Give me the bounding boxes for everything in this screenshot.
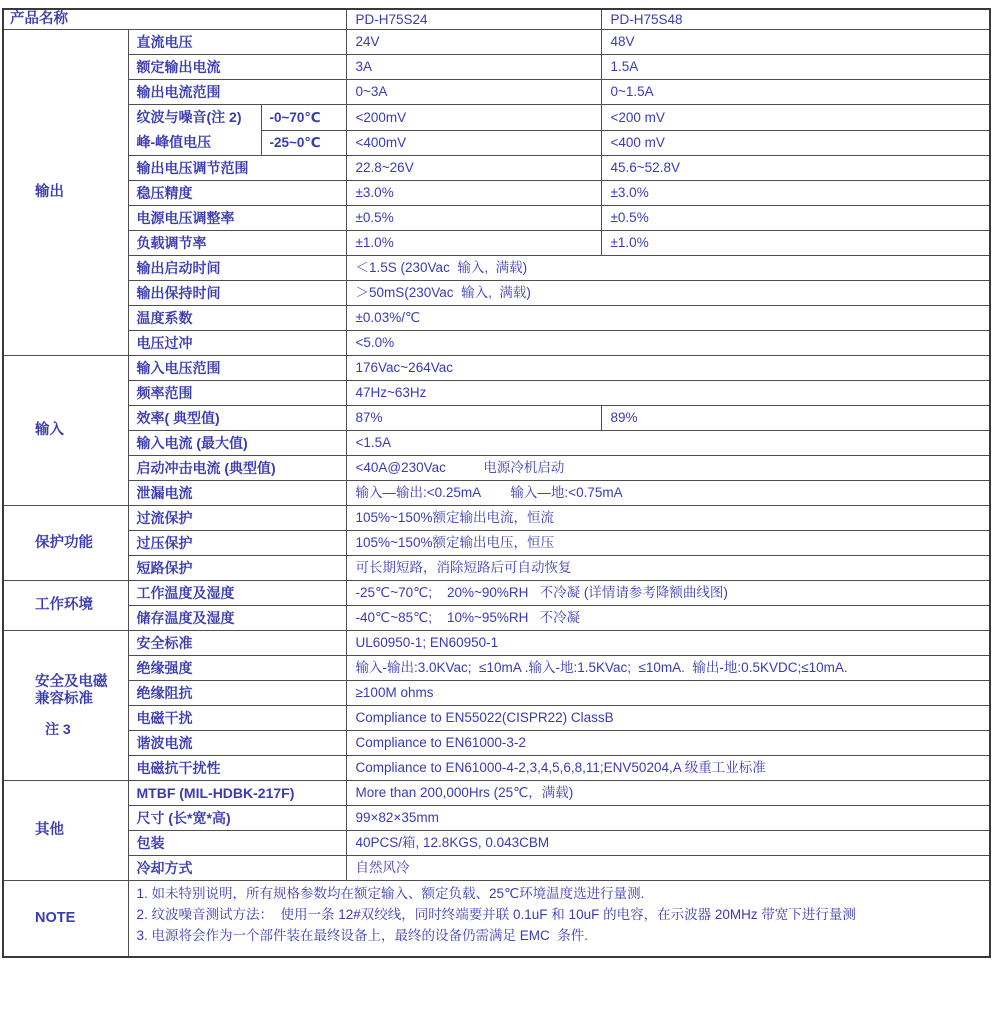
table-row	[3, 556, 990, 581]
table-row	[3, 406, 990, 431]
param-cell: 储存温度及湿度	[128, 606, 346, 631]
condition-cell: -25~0℃	[261, 130, 346, 156]
product-model-2: PD-H75S48	[601, 9, 990, 30]
table-row	[3, 731, 990, 756]
value-cell: 89%	[601, 406, 990, 431]
section-label-safety-emc	[3, 631, 128, 781]
table-row	[3, 256, 990, 281]
param-cell: 输入电压范围	[128, 356, 346, 381]
table-row	[3, 806, 990, 831]
param-cell: 过流保护	[128, 506, 346, 531]
value-cell: 105%~150%额定输出电压，恒压	[346, 531, 990, 556]
note-label: NOTE	[3, 881, 128, 957]
param-cell: 负载调节率	[128, 231, 346, 256]
param-line: 峰-峰值电压	[136, 134, 212, 151]
value-cell: ±0.5%	[346, 206, 601, 231]
value-cell: Compliance to EN55022(CISPR22) ClassB	[346, 706, 990, 731]
section-label-input	[3, 356, 128, 506]
section-label-text: 保护功能	[35, 534, 93, 551]
table-row	[3, 306, 990, 331]
param-cell: 直流电压	[128, 30, 346, 55]
section-label-text: 安全及电磁兼容标准	[35, 674, 108, 708]
param-cell: 工作温度及湿度	[128, 581, 346, 606]
param-cell: 电磁干扰	[128, 706, 346, 731]
value-cell: <1.5A	[346, 431, 990, 456]
product-header-row	[3, 9, 990, 30]
table-row	[3, 656, 990, 681]
param-cell: 输出电压调节范围	[128, 156, 346, 181]
param-cell: 稳压精度	[128, 181, 346, 206]
value-cell: 3A	[346, 55, 601, 80]
param-cell: 谐波电流	[128, 731, 346, 756]
table-row	[3, 506, 990, 531]
section-label-text: 其他	[35, 822, 64, 839]
section-label-environment	[3, 581, 128, 631]
value-cell: 输入-输出:3.0KVac; ≤10mA .输入-地:1.5KVac; ≤10mA. 输出-地:0.5KVDC;≤10mA.	[346, 656, 990, 681]
param-cell: 电磁抗干扰性	[128, 756, 346, 781]
table-row	[3, 231, 990, 256]
table-row	[3, 381, 990, 406]
value-cell: -25℃~70℃; 20%~90%RH 不冷凝 (详情请参考降额曲线图)	[346, 581, 990, 606]
param-cell: 包装	[128, 831, 346, 856]
table-row	[3, 80, 990, 105]
value-cell: 可长期短路，消除短路后可自动恢复	[346, 556, 990, 581]
section-sublabel: 注 3	[45, 720, 71, 737]
value-cell: <40A@230Vac 电源冷机启动	[346, 456, 990, 481]
param-cell: 输出启动时间	[128, 256, 346, 281]
section-label-output	[3, 30, 128, 356]
table-row	[3, 681, 990, 706]
table-row	[3, 631, 990, 656]
param-cell: 冷却方式	[128, 856, 346, 881]
table-row	[3, 481, 990, 506]
table-row	[3, 55, 990, 80]
table-row	[3, 706, 990, 731]
value-cell: 176Vac~264Vac	[346, 356, 990, 381]
value-cell: 1.5A	[601, 55, 990, 80]
value-cell: ＞50mS(230Vac 输入, 满载)	[346, 281, 990, 306]
value-cell: -40℃~85℃; 10%~95%RH 不冷凝	[346, 606, 990, 631]
section-label-protection	[3, 506, 128, 581]
value-cell: <200 mV	[601, 105, 990, 131]
value-cell: <200mV	[346, 105, 601, 131]
value-cell: ±1.0%	[346, 231, 601, 256]
value-cell: ≥100M ohms	[346, 681, 990, 706]
param-cell: 输出保持时间	[128, 281, 346, 306]
value-cell: <400 mV	[601, 130, 990, 156]
condition-cell: -0~70℃	[261, 105, 346, 131]
param-cell: 启动冲击电流 (典型值)	[128, 456, 346, 481]
value-cell: <5.0%	[346, 331, 990, 356]
section-label-text: 输出	[35, 184, 64, 201]
table-row	[3, 431, 990, 456]
value-cell: <400mV	[346, 130, 601, 156]
table-row	[3, 831, 990, 856]
param-cell: 效率( 典型值)	[128, 406, 346, 431]
note-row	[3, 881, 990, 957]
value-cell: ±0.5%	[601, 206, 990, 231]
param-cell: 频率范围	[128, 381, 346, 406]
value-cell: 40PCS/箱, 12.8KGS, 0.043CBM	[346, 831, 990, 856]
table-row	[3, 30, 990, 55]
value-cell: 0~3A	[346, 80, 601, 105]
value-cell: 输入—输出:<0.25mA 输入—地:<0.75mA	[346, 481, 990, 506]
value-cell: 48V	[601, 30, 990, 55]
param-cell: 尺寸 (长*宽*高)	[128, 806, 346, 831]
param-cell: 输入电流 (最大值)	[128, 431, 346, 456]
param-cell: 绝缘阻抗	[128, 681, 346, 706]
value-cell: ±3.0%	[601, 181, 990, 206]
param-cell: MTBF (MIL-HDBK-217F)	[128, 781, 346, 806]
value-cell: 87%	[346, 406, 601, 431]
product-name-label: 产品名称	[3, 9, 346, 30]
table-row	[3, 331, 990, 356]
value-cell: 24V	[346, 30, 601, 55]
value-cell: UL60950-1; EN60950-1	[346, 631, 990, 656]
table-row	[3, 105, 990, 131]
param-cell: 过压保护	[128, 531, 346, 556]
value-cell: 22.8~26V	[346, 156, 601, 181]
table-row	[3, 606, 990, 631]
param-cell: 绝缘强度	[128, 656, 346, 681]
table-row	[3, 531, 990, 556]
note-line-3: 3. 电源将会作为一个部件装在最终设备上，最终的设备仍需满足 EMC 条件.	[136, 928, 589, 944]
param-cell: 输出电流范围	[128, 80, 346, 105]
table-row	[3, 206, 990, 231]
table-row	[3, 281, 990, 306]
param-cell	[128, 105, 261, 156]
param-cell: 安全标准	[128, 631, 346, 656]
table-row	[3, 781, 990, 806]
value-cell: Compliance to EN61000-4-2,3,4,5,6,8,11;ENV50204,A 级重工业标准	[346, 756, 990, 781]
table-row	[3, 356, 990, 381]
param-cell: 泄漏电流	[128, 481, 346, 506]
table-row	[3, 456, 990, 481]
table-row	[3, 856, 990, 881]
value-cell: ±3.0%	[346, 181, 601, 206]
param-cell: 温度系数	[128, 306, 346, 331]
param-cell: 短路保护	[128, 556, 346, 581]
value-cell: More than 200,000Hrs (25℃，满载)	[346, 781, 990, 806]
value-cell: ±1.0%	[601, 231, 990, 256]
value-cell: 99×82×35mm	[346, 806, 990, 831]
value-cell: 0~1.5A	[601, 80, 990, 105]
table-row	[3, 181, 990, 206]
section-label-text: 输入	[35, 422, 64, 439]
note-line-2: 2. 纹波噪音测试方法： 使用一条 12#双绞线，同时终端要并联 0.1uF 和 10uF 的电容，在示波器 20MHz 带宽下进行量测	[136, 907, 856, 923]
table-row	[3, 581, 990, 606]
param-cell: 电压过冲	[128, 331, 346, 356]
table-row	[3, 756, 990, 781]
note-line-1: 1. 如未特别说明，所有规格参数均在额定输入、额定负载、25℃环境温度选进行量测.	[136, 886, 645, 902]
param-cell: 电源电压调整率	[128, 206, 346, 231]
section-label-others	[3, 781, 128, 881]
value-cell: ±0.03%/℃	[346, 306, 990, 331]
section-label-text: 工作环境	[35, 597, 93, 614]
spec-table	[2, 8, 991, 958]
value-cell: ＜1.5S (230Vac 输入, 满载)	[346, 256, 990, 281]
value-cell: 47Hz~63Hz	[346, 381, 990, 406]
table-row	[3, 156, 990, 181]
value-cell: Compliance to EN61000-3-2	[346, 731, 990, 756]
value-cell: 105%~150%额定输出电流，恒流	[346, 506, 990, 531]
value-cell: 45.6~52.8V	[601, 156, 990, 181]
param-cell: 额定输出电流	[128, 55, 346, 80]
product-model-1: PD-H75S24	[346, 9, 601, 30]
value-cell: 自然风冷	[346, 856, 990, 881]
param-line: 纹波与噪音(注 2)	[136, 109, 242, 126]
note-text-cell	[128, 881, 990, 957]
